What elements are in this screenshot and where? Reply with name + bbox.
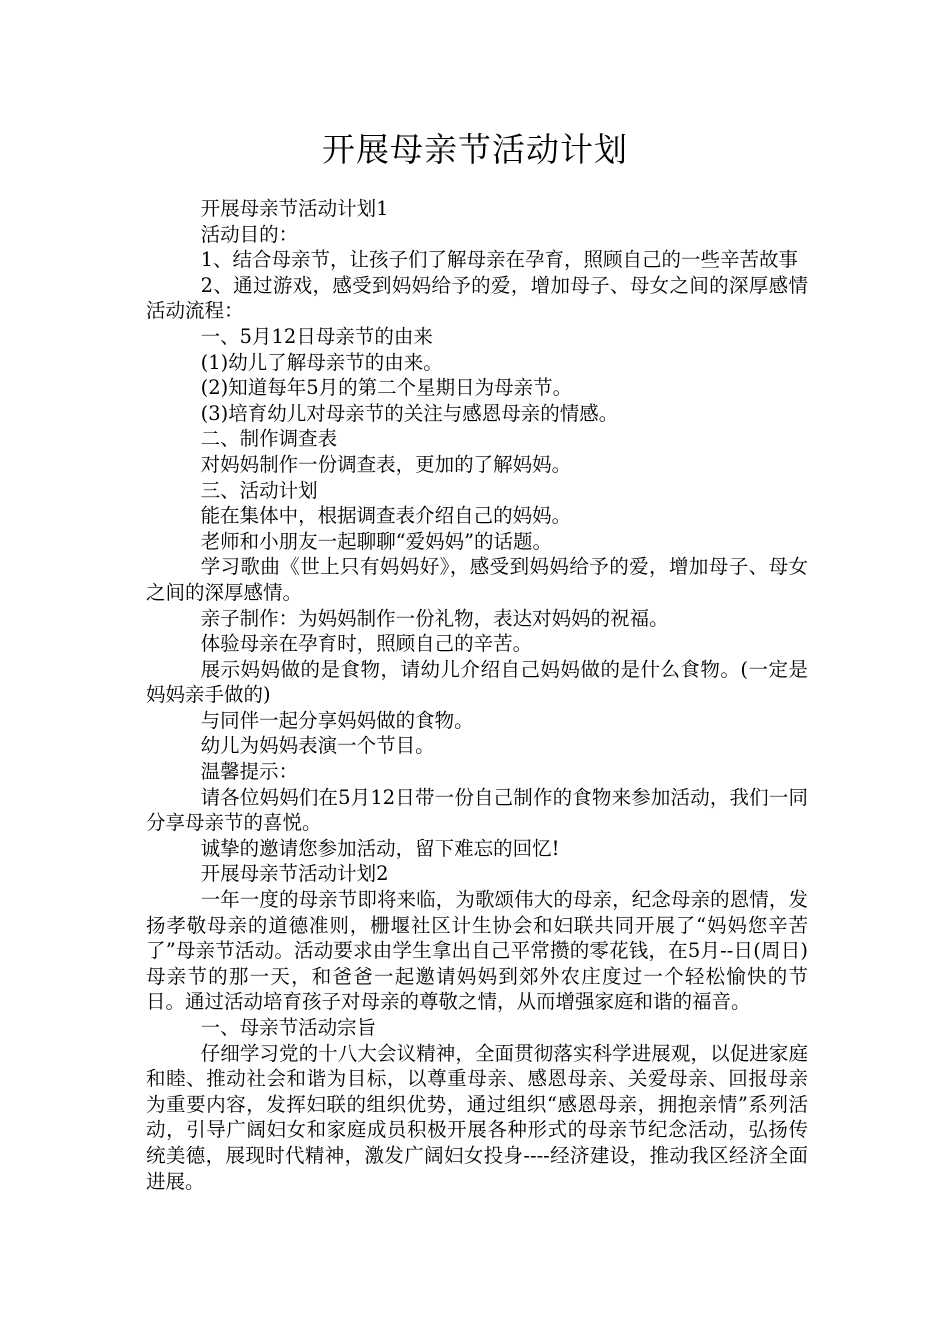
paragraph: 三、活动计划 <box>200 478 318 502</box>
paragraph: 一、5月12日母亲节的由来 <box>200 324 433 348</box>
document-body <box>146 196 808 1194</box>
paragraph: 幼儿为妈妈表演一个节目。 <box>200 734 435 758</box>
paragraph: 体验母亲在孕育时，照顾自己的辛苦。 <box>200 632 533 656</box>
paragraph: 诚挚的邀请您参加活动，留下难忘的回忆! <box>200 836 560 860</box>
paragraph: 展示妈妈做的是食物，请幼儿介绍自己妈妈做的是什么食物。(一定是妈妈亲手做的) <box>146 657 808 707</box>
paragraph: 开展母亲节活动计划1 <box>200 197 389 220</box>
paragraph: (3)培育幼儿对母亲节的关注与感恩母亲的情感。 <box>200 401 619 425</box>
paragraph: 温馨提示： <box>200 760 299 784</box>
paragraph: (2)知道每年5月的第二个星期日为母亲节。 <box>200 376 573 400</box>
paragraph: 二、制作调查表 <box>200 427 338 451</box>
paragraph: 一、母亲节活动宗旨 <box>200 1016 377 1039</box>
paragraph: 能在集体中，根据调查表介绍自己的妈妈。 <box>200 504 572 528</box>
paragraph: 一年一度的母亲节即将来临，为歌颂伟大的母亲，纪念母亲的恩情，发扬孝敬母亲的道德准则，栅堰社区计生协会和妇联共同开展了“妈妈您辛苦了”母亲节活动。活动要求由学生拿出自己平常攒的零花钱，在5月--日(周日)母亲节的那一天，和爸爸一起邀请妈妈到郊外农庄度过一个轻松愉快的节日。通过活动培育孩子对母亲的尊敬之情，从而增强家庭和谐的福音。 <box>146 888 808 1014</box>
paragraph: 2、通过游戏，感受到妈妈给予的爱，增加母子、母女之间的深厚感情活动流程： <box>146 273 808 323</box>
paragraph: 老师和小朋友一起聊聊“爱妈妈”的话题。 <box>200 529 553 553</box>
paragraph: 1、结合母亲节，让孩子们了解母亲在孕育，照顾自己的一些辛苦故事 <box>200 248 799 272</box>
paragraph: 仔细学习党的十八大会议精神，全面贯彻落实科学进展观，以促进家庭和睦、推动社会和谐为目标，以尊重母亲、感恩母亲、关爱母亲、回报母亲为重要内容，发挥妇联的组织优势，通过组织“感恩母亲，拥抱亲情”系列活动，引导广阔妇女和家庭成员积极开展各种形式的母亲节纪念活动，弘扬传统美德，展现时代精神，激发广阔妇女投身----经济建设，推动我区经济全面进展。 <box>146 1041 808 1193</box>
paragraph: 开展母亲节活动计划2 <box>200 862 389 886</box>
paragraph: (1)幼儿了解母亲节的由来。 <box>200 350 443 374</box>
paragraph: 亲子制作：为妈妈制作一份礼物，表达对妈妈的祝福。 <box>200 606 669 630</box>
paragraph: 活动目的： <box>200 222 299 246</box>
paragraph: 与同伴一起分享妈妈做的食物。 <box>200 708 474 732</box>
paragraph: 请各位妈妈们在5月12日带一份自己制作的食物来参加活动，我们一同分享母亲节的喜悦。 <box>146 785 808 835</box>
paragraph: 对妈妈制作一份调查表，更加的了解妈妈。 <box>200 452 572 476</box>
document-title: 开展母亲节活动计划 <box>322 130 628 169</box>
paragraph: 学习歌曲《世上只有妈妈好》，感受到妈妈给予的爱，增加母子、母女之间的深厚感情。 <box>146 555 808 604</box>
